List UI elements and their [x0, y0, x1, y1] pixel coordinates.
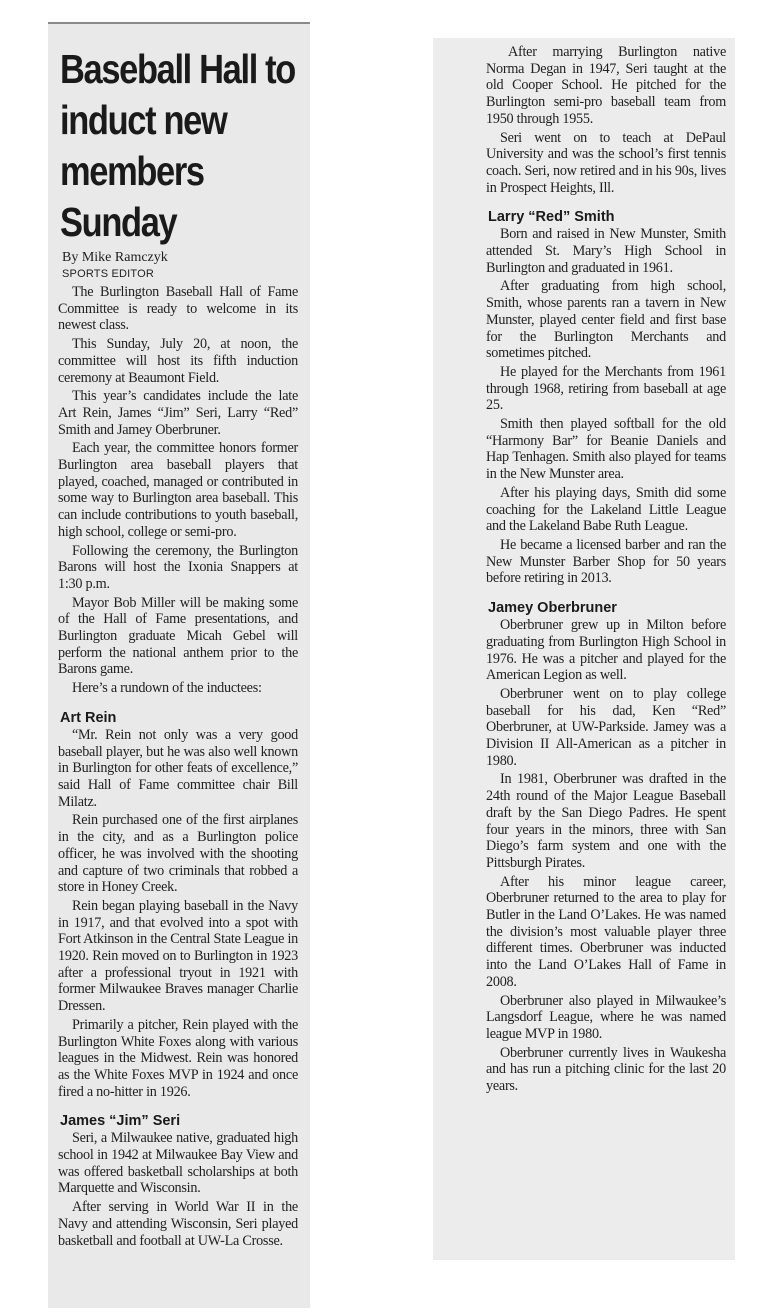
- headline: Baseball Hall to induct new members Sunday: [60, 46, 295, 245]
- paragraph: Oberbruner currently lives in Waukesha and has run a pitching clinic for the last 20 years.: [486, 1044, 726, 1095]
- paragraph: After his minor league career, Oberbruner returned to the area to play for Butler in the Land O’Lakes. He was named the division’s most valuable player three different times. Oberbruner was inducted into the Land O’Lakes Hall of Fame in 2008.: [486, 873, 726, 990]
- paragraph: Oberbruner also played in Milwaukee’s Langsdorf League, where he was named league MVP in 1980.: [486, 992, 726, 1042]
- paragraph: Seri went on to teach at DePaul University and was the school’s first tennis coach. Seri, now retired and in his 90s, lives in Prospect Heights, Ill.: [486, 129, 726, 196]
- paragraph: Smith then played softball for the old “Harmony Bar” for Beanie Daniels and Hap Tenhagen. Smith also played for teams in the New Munster area.: [486, 416, 726, 483]
- paragraph: He became a licensed barber and ran the New Munster Barber Shop for 50 years before retiring in 2013.: [486, 536, 726, 587]
- paragraph: He played for the Merchants from 1961 through 1968, retiring from baseball at age 25.: [486, 363, 726, 414]
- paragraph: This year’s candidates include the late Art Rein, James “Jim” Seri, Larry “Red” Smith and Jamey Oberbruner.: [58, 388, 298, 438]
- byline: By Mike Ramczyk: [62, 250, 168, 265]
- subhead-jim-seri: James “Jim” Seri: [60, 1113, 181, 1130]
- paragraph: After serving in World War II in the Navy and attending Wisconsin, Seri played basketball and football at UW-La Crosse.: [58, 1199, 298, 1249]
- paragraph: Seri, a Milwaukee native, graduated high school in 1942 at Milwaukee Bay View and was offered basketball scholarships at both Marquette and Wisconsin.: [58, 1130, 298, 1197]
- paragraph: After his playing days, Smith did some coaching for the Lakeland Little League and the Lakeland Babe Ruth League.: [486, 484, 726, 535]
- paragraph: After graduating from high school, Smith, whose parents ran a tavern in New Munster, played center field and first base for the Burlington Merchants and sometimes pitched.: [486, 278, 726, 362]
- subhead-jamey-oberbruner: Jamey Oberbruner: [488, 600, 617, 617]
- paragraph: Rein purchased one of the first airplanes in the city, and as a Burlington police officer, he was involved with the shooting and capture of two criminals that robbed a store in Honey Creek.: [58, 812, 298, 896]
- paragraph: Mayor Bob Miller will be making some of the Hall of Fame presentations, and Burlington graduate Micah Gebel will perform the national anthem prior to the Barons game.: [58, 594, 298, 678]
- paragraph: In 1981, Oberbruner was drafted in the 24th round of the Major League Baseball draft by the San Diego Padres. He spent four years in the minors, three with San Diego’s farm system and one with the Pittsburgh Pirates.: [486, 771, 726, 871]
- paragraph: Here’s a rundown of the inductees:: [72, 680, 262, 697]
- paragraph: This Sunday, July 20, at noon, the committee will host its fifth induction ceremony at Beaumont Field.: [58, 336, 298, 386]
- subhead-art-rein: Art Rein: [60, 709, 117, 726]
- paragraph: Each year, the committee honors former Burlington area baseball players that played, coached, managed or contributed in some way to Burlington area baseball. This can include contributions to youth baseball, high school, college or semi-pro.: [58, 440, 298, 540]
- paragraph: Primarily a pitcher, Rein played with the Burlington White Foxes along with various leagues in the Midwest. Rein was honored as the White Foxes MVP in 1924 and once fired a no-hitter in 1926.: [58, 1016, 298, 1100]
- paragraph: Born and raised in New Munster, Smith attended St. Mary’s High School in Burlington and graduated in 1961.: [486, 226, 726, 276]
- paragraph: Rein began playing baseball in the Navy in 1917, and that evolved into a spot with Fort Atkinson in the Central State League in 1920. Rein moved on to Burlington in 1923 after a professional tryout in 1921 with former Milwaukee Braves manager Charlie Dressen.: [58, 897, 298, 1015]
- paragraph: The Burlington Baseball Hall of Fame Committee is ready to welcome in its newest class.: [58, 284, 298, 334]
- left-column: [58, 44, 298, 1251]
- paragraph: Oberbruner went on to play college baseball for his dad, Ken “Red” Oberbruner, at UW-Parkside. Jamey was a Division II All-American as a pitcher in 1980.: [486, 685, 726, 769]
- paragraph: Following the ceremony, the Burlington Barons will host the Ixonia Snappers at 1:30 p.m.: [58, 542, 298, 592]
- byline-title: SPORTS EDITOR: [62, 268, 155, 280]
- paragraph: After marrying Burlington native Norma Degan in 1947, Seri taught at the old Cooper School. He pitched for the Burlington semi-pro baseball team from 1950 through 1955.: [486, 44, 726, 127]
- paragraph: “Mr. Rein not only was a very good baseball player, but he was also well known in Burlington for other feats of excellence,” said Hall of Fame committee chair Bill Milatz.: [58, 726, 298, 810]
- paragraph: Oberbruner grew up in Milton before graduating from Burlington High School in 1976. He was a pitcher and played for the American Legion as well.: [486, 617, 726, 684]
- subhead-red-smith: Larry “Red” Smith: [488, 209, 615, 226]
- right-column: [486, 44, 726, 1097]
